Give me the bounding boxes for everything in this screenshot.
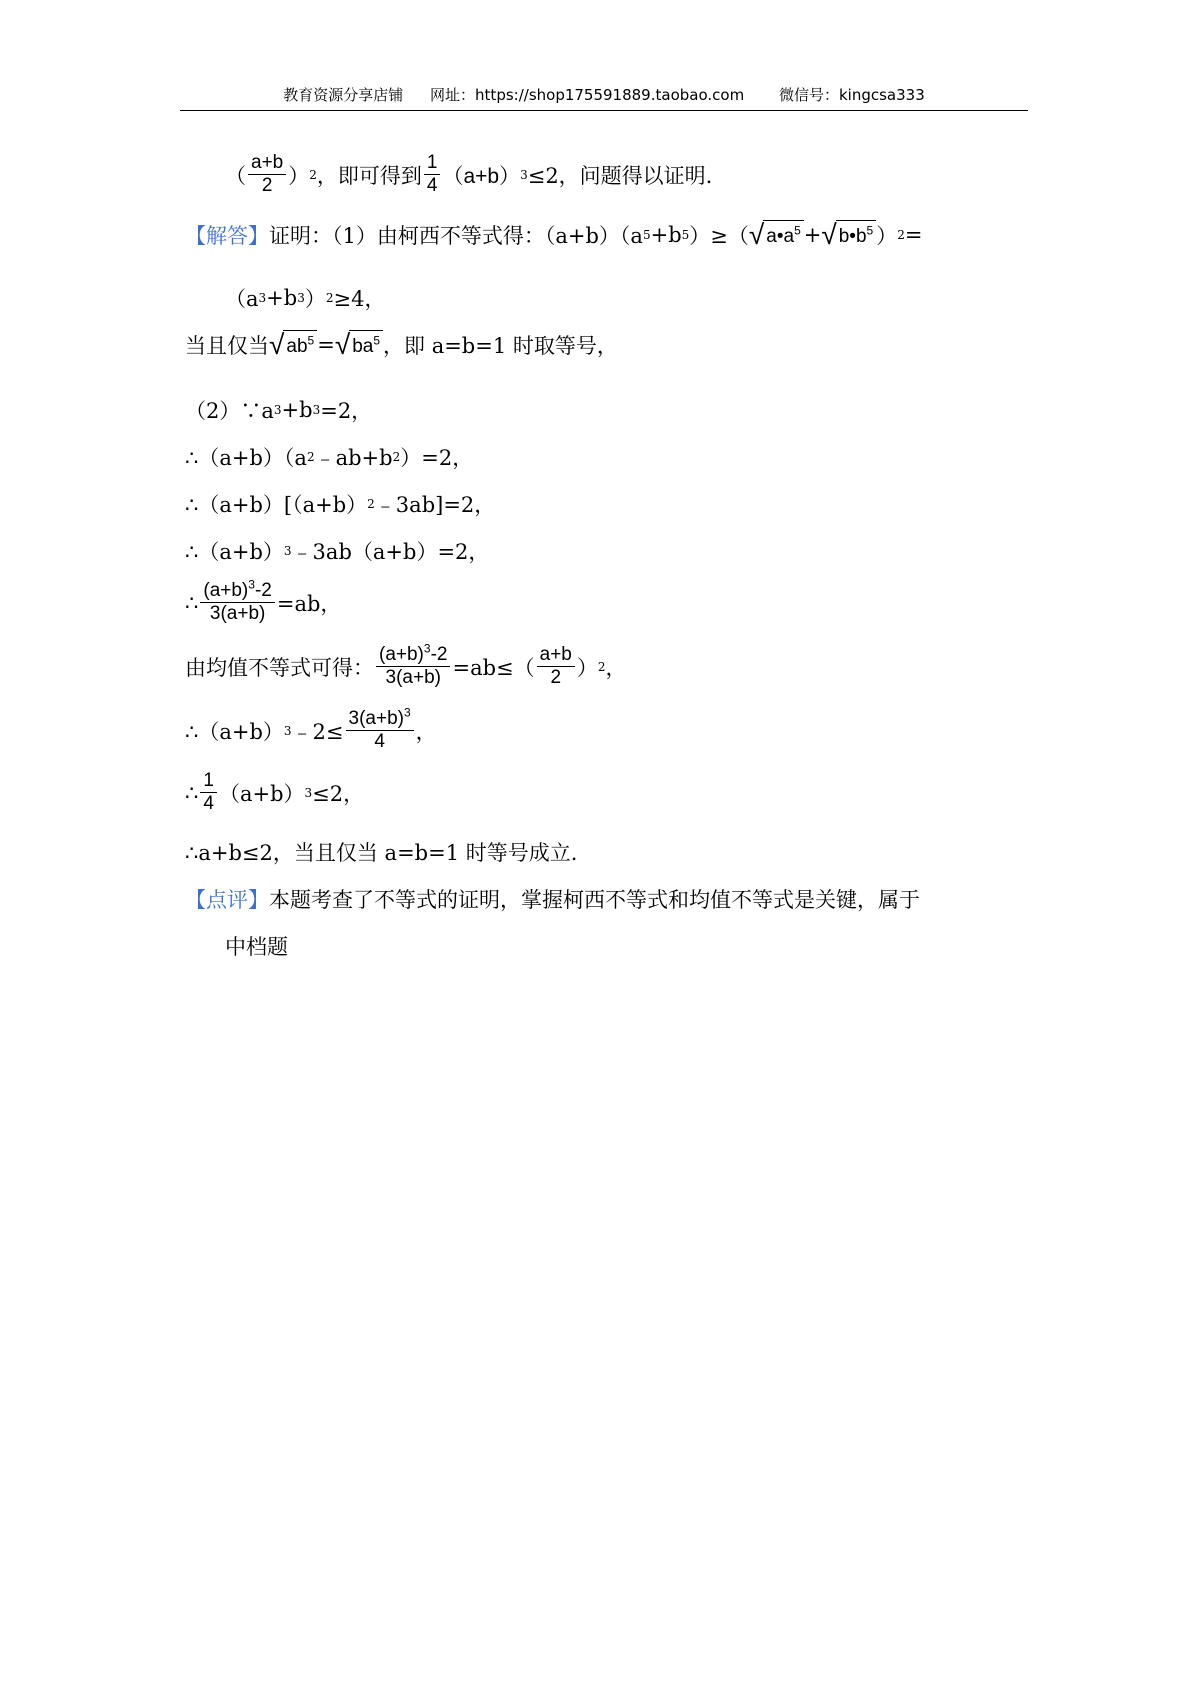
fraction	[346, 705, 414, 753]
text: +b	[650, 223, 682, 247]
text: ﹣3ab（a+b）=2，	[291, 540, 490, 564]
fraction	[200, 577, 274, 625]
text: ，即 a=b=1 时取等号，	[383, 334, 618, 358]
wechat-label: 微信号：	[778, 86, 839, 104]
sqrt-expression: √ $ab^5$	[269, 330, 317, 360]
text: =ab≤（	[452, 655, 535, 680]
text: ≥4，	[333, 287, 386, 311]
text: ∴	[185, 590, 199, 615]
text: 当且仅当	[185, 334, 269, 358]
text: ﹣ab+b	[314, 446, 393, 470]
solution-line-5: ∴（a+b）（a 2 ﹣ab+b 2 ）=2，	[185, 442, 473, 472]
text: ）	[304, 287, 326, 311]
denominator: 2	[550, 667, 562, 688]
text: ）=2，	[400, 446, 474, 470]
denominator: 4	[203, 793, 214, 814]
page-header	[180, 84, 1028, 111]
fraction	[248, 152, 286, 197]
fraction	[200, 770, 217, 815]
denominator: 3(a+b)	[385, 667, 441, 688]
solution-line-10: ∴（a+b） 3 ﹣2≤ $\frac{3(a+b)^3}{4}$ ，	[185, 705, 437, 752]
denominator: 4	[426, 175, 438, 196]
numerator: a+b	[248, 152, 286, 175]
text: +b	[281, 398, 313, 422]
text: ∴（a+b）	[185, 540, 284, 564]
solution-line-8	[185, 577, 342, 625]
numerator: (a+b)	[379, 644, 424, 665]
comment-tag: 【点评】	[185, 888, 269, 912]
fraction	[537, 644, 575, 689]
solution-line-12	[185, 837, 577, 867]
text: ∴a+b≤2，当且仅当 a=b=1 时等号成立.	[185, 841, 578, 865]
radicand: a•a	[766, 226, 795, 247]
exponent: 5	[794, 223, 801, 238]
solution-line-6: ∴（a+b）[（a+b） 2 ﹣3ab]=2，	[185, 489, 495, 519]
solution-tag: 【解答】	[185, 224, 269, 248]
numerator: 3(a+b)	[348, 708, 404, 729]
text: ∴	[185, 780, 199, 805]
solution-line-2: （a 3 +b 3 ） 2 ≥4，	[225, 283, 385, 313]
shop-name: 教育资源分享店铺	[283, 86, 404, 104]
numerator-tail: -2	[254, 580, 272, 601]
solution-line-4: （2）∵a 3 +b 3 =2，	[185, 395, 372, 425]
text: ，	[605, 655, 627, 680]
text: ≤2，	[312, 781, 365, 806]
text: =ab，	[276, 591, 342, 616]
text: （a+b）	[442, 164, 521, 188]
text: （a	[225, 287, 259, 311]
text: 证明：（1）由柯西不等式得：（a+b）（a	[269, 224, 643, 248]
text: ）	[876, 224, 898, 248]
denominator: 4	[374, 731, 385, 752]
text: 由均值不等式可得：	[185, 655, 374, 680]
analysis-line-1: （ $\frac{a+b}{2}$ ） 2 ，即可得到 $\frac{1}{4}$ （a+b） 3 ≤2，问题得以证明.	[225, 152, 713, 196]
comment-line-2	[225, 931, 288, 961]
text: =	[904, 223, 923, 247]
text: =2，	[320, 399, 373, 423]
radicand: ba	[352, 336, 374, 357]
text: ≤2，问题得以证明.	[527, 163, 713, 188]
text: （a+b）	[218, 781, 305, 806]
text: ∴（a+b）[（a+b）	[185, 493, 368, 517]
radicand: b•b	[838, 226, 867, 247]
exponent: 3	[248, 577, 255, 592]
text: ，即可得到	[316, 163, 422, 188]
text: ，	[415, 719, 437, 744]
text: ∴（a+b）	[185, 719, 284, 744]
numerator: a+b	[537, 644, 575, 667]
site-label: 网址：	[430, 86, 476, 104]
text: ∴（a+b）（a	[185, 446, 307, 470]
sqrt-expression: √ $ba^5$	[335, 330, 383, 360]
text: =	[317, 333, 335, 357]
text: （2）∵a	[185, 399, 274, 423]
text: +	[803, 223, 822, 247]
numerator: 1	[200, 770, 217, 793]
solution-line-1: 【解答】 证明：（1）由柯西不等式得：（a+b）（a 5 +b 5 ）≥（ √ $a•a^5$ + √ $b•b^5$ ） 2 =	[185, 219, 923, 250]
solution-line-11: ∴ $\frac{1}{4}$ （a+b） 3 ≤2，	[185, 770, 365, 814]
solution-line-7: ∴（a+b） 3 ﹣3ab（a+b）=2，	[185, 536, 489, 566]
denominator: 3(a+b)	[209, 603, 266, 624]
text: ）≥（	[689, 224, 749, 248]
wechat-id: kingcsa333	[838, 86, 925, 104]
text: （	[225, 163, 246, 188]
text: +b	[266, 286, 298, 310]
fraction	[376, 641, 450, 689]
site-url: https://shop175591889.taobao.com	[475, 86, 745, 104]
exponent: 5	[373, 333, 381, 348]
numerator: (a+b)	[203, 580, 249, 601]
fraction	[424, 152, 441, 197]
exponent: 3	[403, 705, 411, 720]
radicand: ab	[286, 336, 308, 357]
denominator: 2	[261, 175, 273, 196]
text: 本题考查了不等式的证明，掌握柯西不等式和均值不等式是关键，属于	[269, 888, 920, 912]
exponent: 5	[307, 333, 315, 348]
numerator: 1	[424, 152, 441, 175]
text: ﹣2≤	[291, 719, 344, 744]
solution-line-9: 由均值不等式可得： $\frac{(a+b)^3-2}{3(a+b)}$ =ab≤（ $\frac{a+b}{2}$ ） 2 ，	[185, 641, 627, 688]
text: ）	[288, 163, 310, 188]
numerator-tail: -2	[430, 644, 448, 665]
text: ﹣3ab]=2，	[374, 493, 496, 517]
solution-line-3	[185, 330, 618, 360]
comment-line-1	[185, 884, 920, 914]
exponent: 3	[423, 641, 431, 656]
sqrt-expression: √ $a•a^5$	[749, 220, 804, 250]
exponent: 5	[866, 223, 874, 238]
text: 中档题	[225, 935, 288, 959]
text: ）	[576, 655, 598, 680]
sqrt-expression: √ $b•b^5$	[821, 220, 876, 250]
